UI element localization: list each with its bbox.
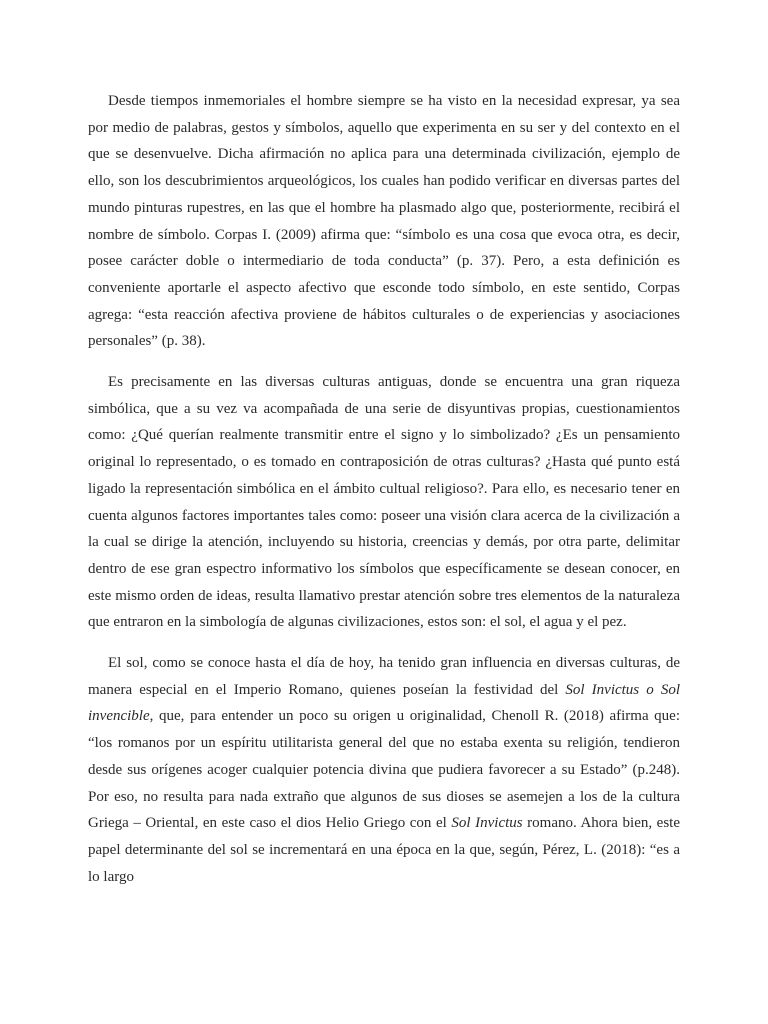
paragraph-3 bbox=[88, 650, 680, 890]
paragraph-2 bbox=[88, 369, 680, 636]
text-segment: , que, para entender un poco su origen u originalidad, Chenoll R. (2018) afirma que: “los romanos por un espíritu utilitarista general del que no estaba exenta su religión, tendieron desde sus orígenes acoger cualquier potencia divina que pudiera favorecer a su Estado” (p.248). Por eso, no resulta para nada extraño que algunos de sus dioses se asemejen a los de la cultura Griega – Oriental, en este caso el dios Helio Griego con el bbox=[88, 708, 680, 832]
document-page bbox=[88, 88, 680, 890]
italic-term: Sol Invictus bbox=[451, 815, 523, 832]
italic-term: Sol Invictus o Sol invencible bbox=[88, 681, 680, 725]
text-segment: Desde tiempos inmemoriales el hombre siempre se ha visto en la necesidad expresar, ya sea por medio de palabras, gestos y símbolos, aquello que experimenta en su ser y del contexto en el que se desenvuelve. Dicha afirmación no aplica para una determinada civilización, ejemplo de ello, son los descubrimientos arqueológicos, los cuales han podido verificar en diversas partes del mundo pinturas rupestres, en las que el hombre ha plasmado algo que, posteriormente, recibirá el nombre de símbolo. Corpas I. (2009) afirma que: “símbolo es una cosa que evoca otra, es decir, posee carácter doble o intermediario de toda conducta” (p. 37). Pero, a esta definición es conveniente aportarle el aspecto afectivo que esconde todo símbolo, en este sentido, Corpas agrega: “esta reacción afectiva proviene de hábitos culturales o de experiencias y asociaciones personales” (p. 38). bbox=[88, 93, 680, 350]
paragraph-1 bbox=[88, 88, 680, 355]
text-segment: romano. Ahora bien, este papel determinante del sol se incrementará en una época en la que, según, Pérez, L. (2018): “es a lo largo bbox=[88, 815, 680, 885]
text-segment: Es precisamente en las diversas culturas antiguas, donde se encuentra una gran riqueza simbólica, que a su vez va acompañada de una serie de disyuntivas propias, cuestionamientos como: ¿Qué querían realmente transmitir entre el signo y lo simbolizado? ¿Es un pensamiento original lo representado, o es tomado en contraposición de otras culturas? ¿Hasta qué punto está ligado la representación simbólica en el ámbito cultual religioso?. Para ello, es necesario tener en cuenta algunos factores importantes tales como: poseer una visión clara acerca de la civilización a la cual se dirige la atención, incluyendo su historia, creencias y demás, por otra parte, delimitar dentro de ese gran espectro informativo los símbolos que específicamente se desean conocer, en este mismo orden de ideas, resulta llamativo prestar atención sobre tres elementos de la naturaleza que entraron en la simbología de algunas civilizaciones, estos son: el sol, el agua y el pez. bbox=[88, 374, 680, 631]
text-segment: El sol, como se conoce hasta el día de hoy, ha tenido gran influencia en diversas culturas, de manera especial en el Imperio Romano, quienes poseían la festividad del bbox=[88, 655, 680, 698]
